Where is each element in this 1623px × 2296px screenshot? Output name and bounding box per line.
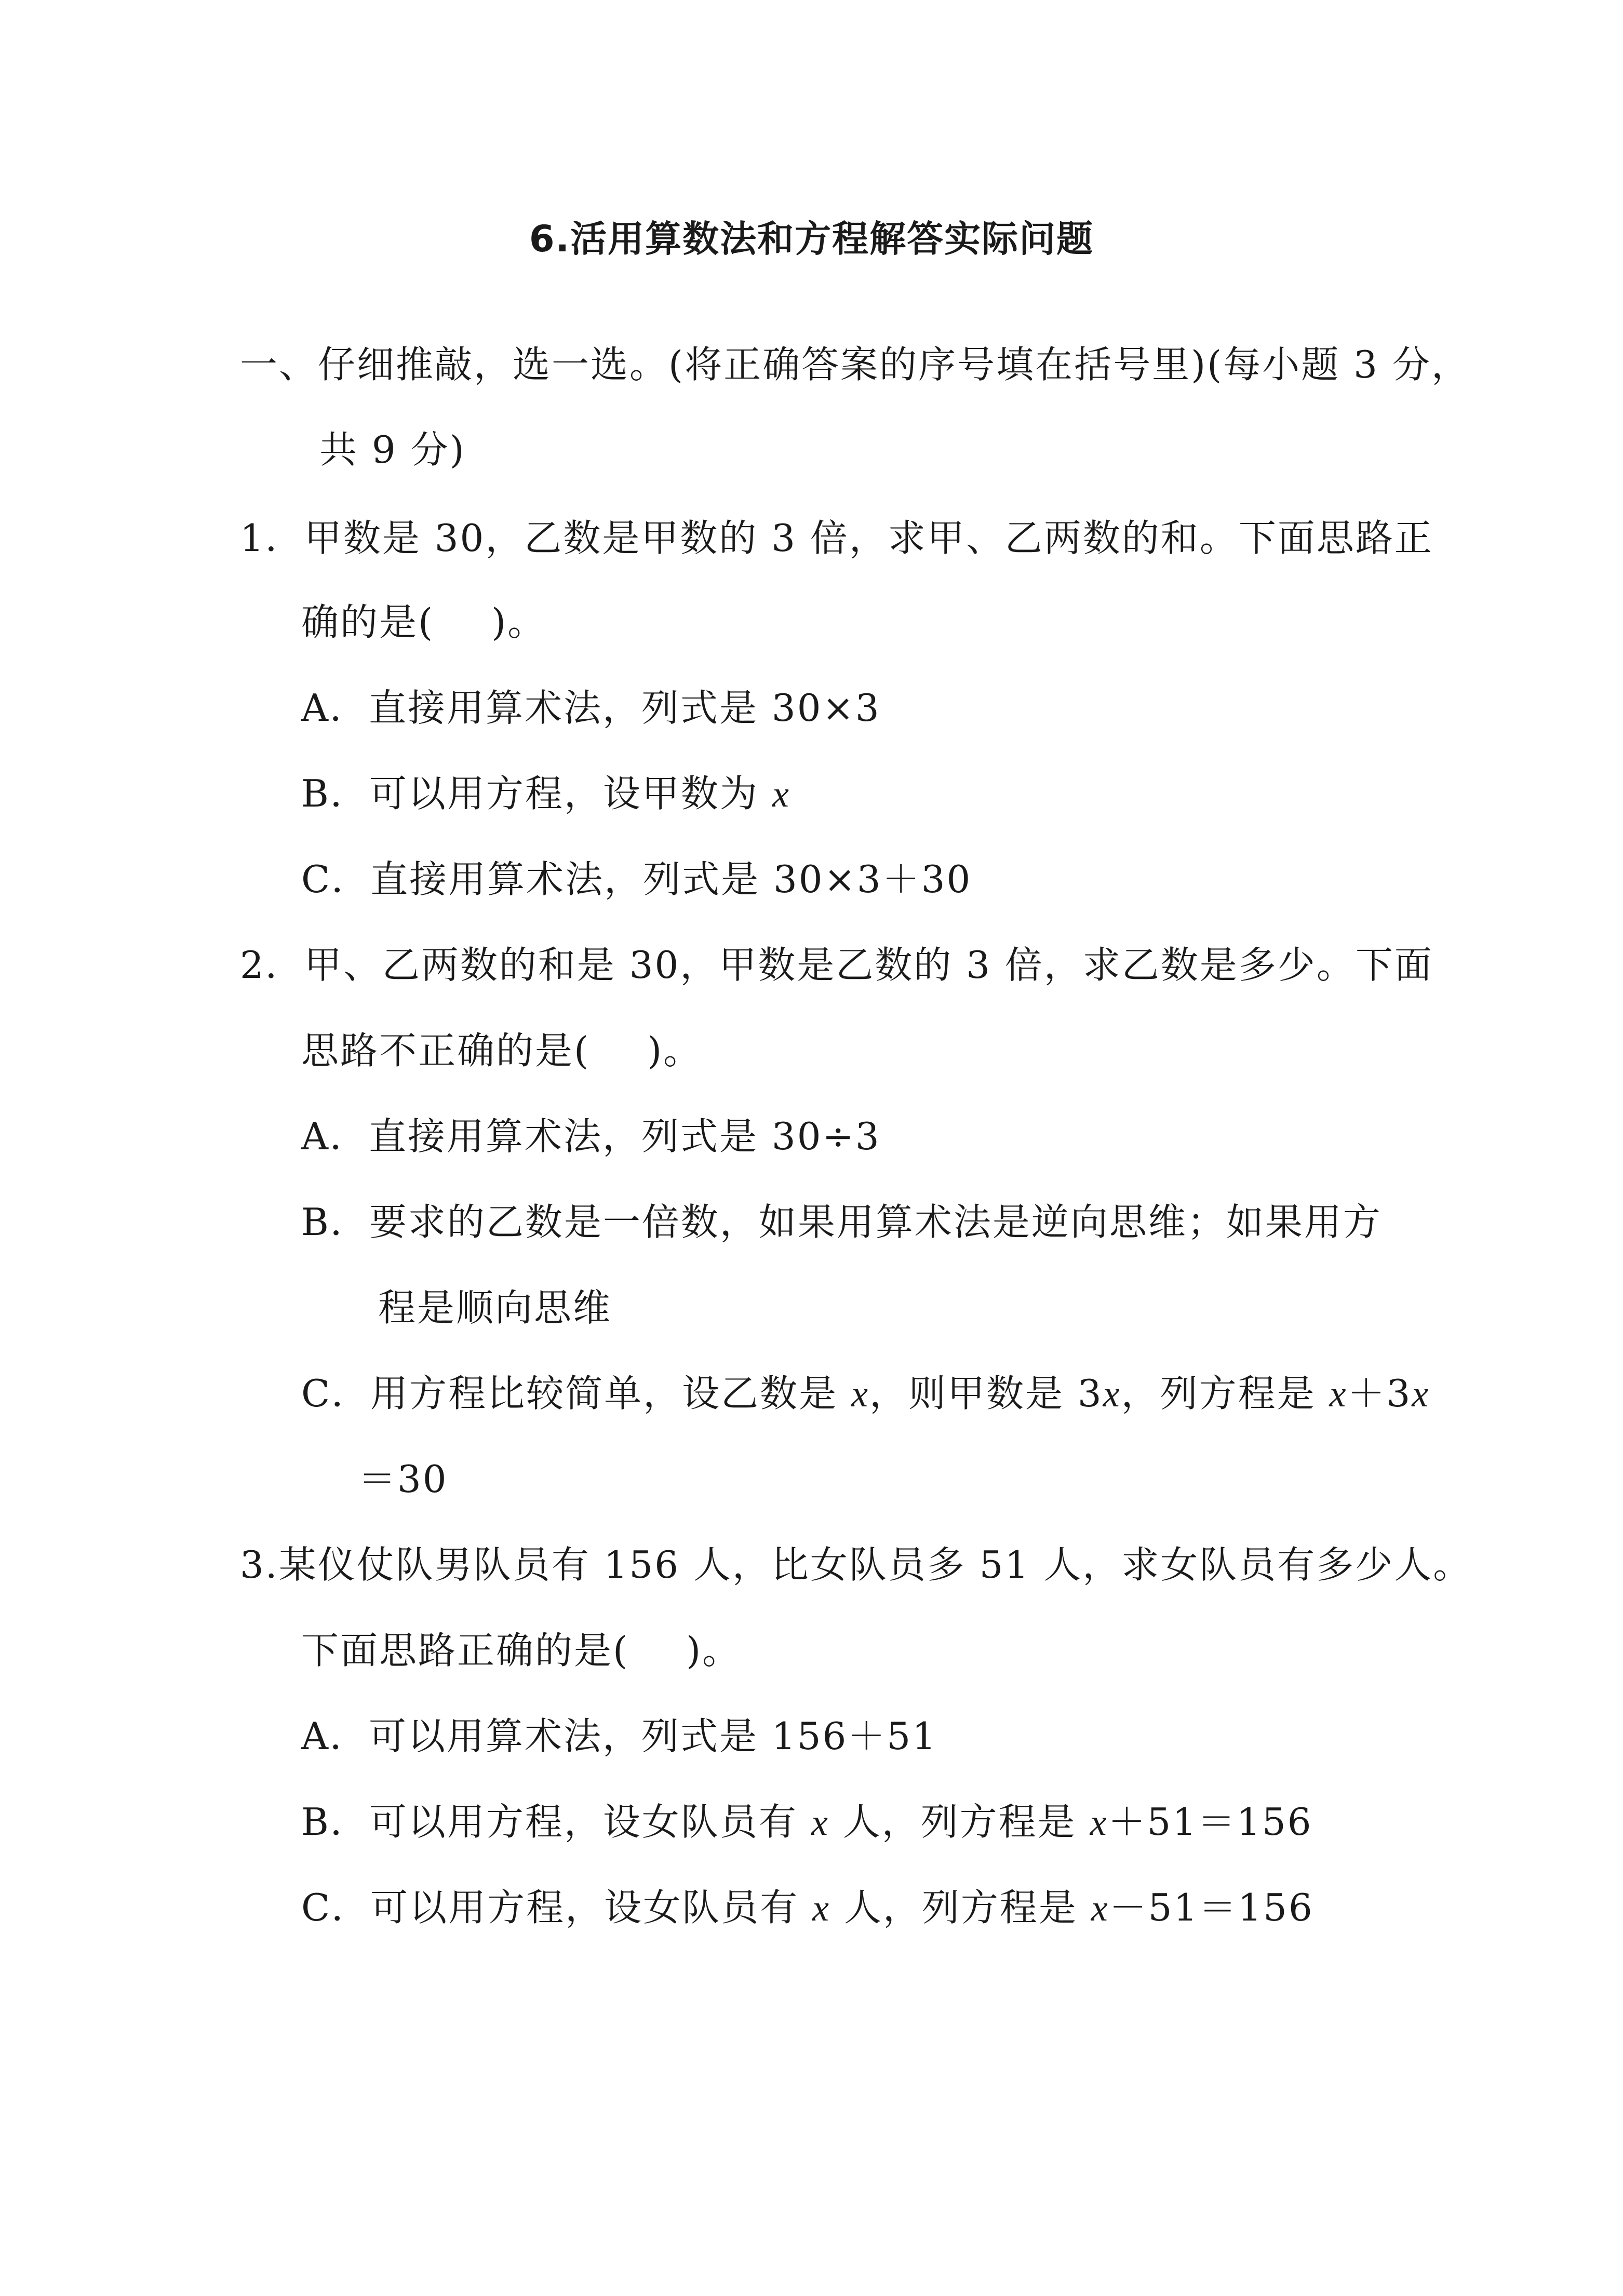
option-text-cont: ＝30 [358, 1457, 448, 1501]
question-3-stem-line2a: 下面思路正确的是( [301, 1629, 629, 1672]
section-heading-line1: 一、仔细推敲，选一选。(将正确答案的序号填在括号里)(每小题 3 分， [240, 343, 1470, 386]
question-2-stem-cont [301, 1026, 702, 1076]
question-2-stem-line2a: 思路不正确的是( [301, 1029, 591, 1072]
option-text: 用方程比较简单，设乙数是 [370, 1372, 851, 1415]
option-text: ＋51＝156 [1108, 1800, 1313, 1844]
section-heading [240, 340, 1470, 390]
option-label: B． [301, 772, 369, 815]
option-text: 直接用算术法，列式是 30×3＋30 [370, 857, 972, 901]
question-2-number: 2． [240, 943, 304, 987]
question-2-stem-line2b: )。 [647, 1029, 703, 1072]
question-1-option-b [301, 769, 790, 819]
variable: x [772, 773, 790, 815]
option-text: ＋3 [1347, 1372, 1412, 1415]
option-text: 可以用方程，设甲数为 [369, 772, 772, 815]
question-3-stem-line2b: )。 [686, 1629, 742, 1672]
question-3-option-a [301, 1711, 937, 1761]
question-1-option-a [301, 683, 881, 733]
variable: x [1412, 1373, 1430, 1415]
option-label: A． [301, 686, 369, 730]
question-1-stem-cont [301, 597, 546, 647]
question-1-stem-line1: 甲数是 30，乙数是甲数的 3 倍，求甲、乙两数的和。下面思路正 [304, 516, 1433, 560]
question-1-stem-line2b: )。 [491, 600, 547, 644]
variable: x [851, 1373, 869, 1415]
variable: x [1329, 1373, 1348, 1415]
option-text: 直接用算术法，列式是 30×3 [369, 686, 881, 730]
question-3-option-b [301, 1797, 1313, 1847]
option-text: 直接用算术法，列式是 30÷3 [369, 1115, 881, 1158]
option-text: 要求的乙数是一倍数，如果用算术法是逆向思维；如果用方 [369, 1200, 1382, 1244]
question-2-option-c [301, 1368, 1430, 1419]
variable: x [1091, 1887, 1109, 1929]
section-heading-cont [319, 425, 466, 475]
option-text: 可以用方程，设女队员有 [370, 1886, 812, 1929]
option-label: B． [301, 1200, 369, 1244]
option-label: A． [301, 1115, 369, 1158]
question-3-stem-line1: 某仪仗队男队员有 156 人，比女队员多 51 人，求女队员有多少人。 [278, 1543, 1472, 1587]
option-label: C． [301, 857, 371, 901]
question-3-option-c [301, 1883, 1314, 1933]
question-1-option-c [301, 854, 972, 904]
question-1-stem [240, 513, 1433, 563]
question-3-stem [240, 1540, 1472, 1590]
question-2-option-c-cont [358, 1454, 448, 1504]
option-text: －51＝156 [1109, 1886, 1314, 1929]
variable: x [812, 1887, 830, 1929]
section-heading-line2: 共 9 分) [319, 428, 466, 472]
option-label: C． [301, 1372, 371, 1415]
option-label: C． [301, 1886, 371, 1929]
question-3-stem-cont [301, 1626, 741, 1675]
option-text: 人，列方程是 [830, 1886, 1091, 1929]
question-1-stem-line2a: 确的是( [301, 600, 435, 644]
option-text: 人，列方程是 [829, 1800, 1090, 1844]
question-2-option-b [301, 1197, 1382, 1247]
question-2-stem [240, 940, 1433, 990]
question-2-option-b-cont [378, 1283, 612, 1333]
option-label: B． [301, 1800, 369, 1844]
question-2-stem-line1: 甲、乙两数的和是 30，甲数是乙数的 3 倍，求乙数是多少。下面 [304, 943, 1433, 987]
option-text: ，列方程是 [1121, 1372, 1330, 1415]
variable: x [1103, 1373, 1121, 1415]
option-text: 可以用算术法，列式是 156＋51 [369, 1714, 937, 1758]
option-label: A． [301, 1714, 369, 1758]
option-text-cont: 程是顺向思维 [378, 1286, 612, 1330]
option-text: ，则甲数是 3 [869, 1372, 1103, 1415]
question-1-number: 1． [240, 516, 304, 560]
option-text: 可以用方程，设女队员有 [369, 1800, 811, 1844]
question-3-number: 3. [240, 1543, 279, 1587]
variable: x [811, 1802, 829, 1843]
variable: x [1090, 1802, 1108, 1843]
question-2-option-a [301, 1111, 881, 1161]
page-title: 6.活用算数法和方程解答实际问题 [529, 218, 1094, 260]
